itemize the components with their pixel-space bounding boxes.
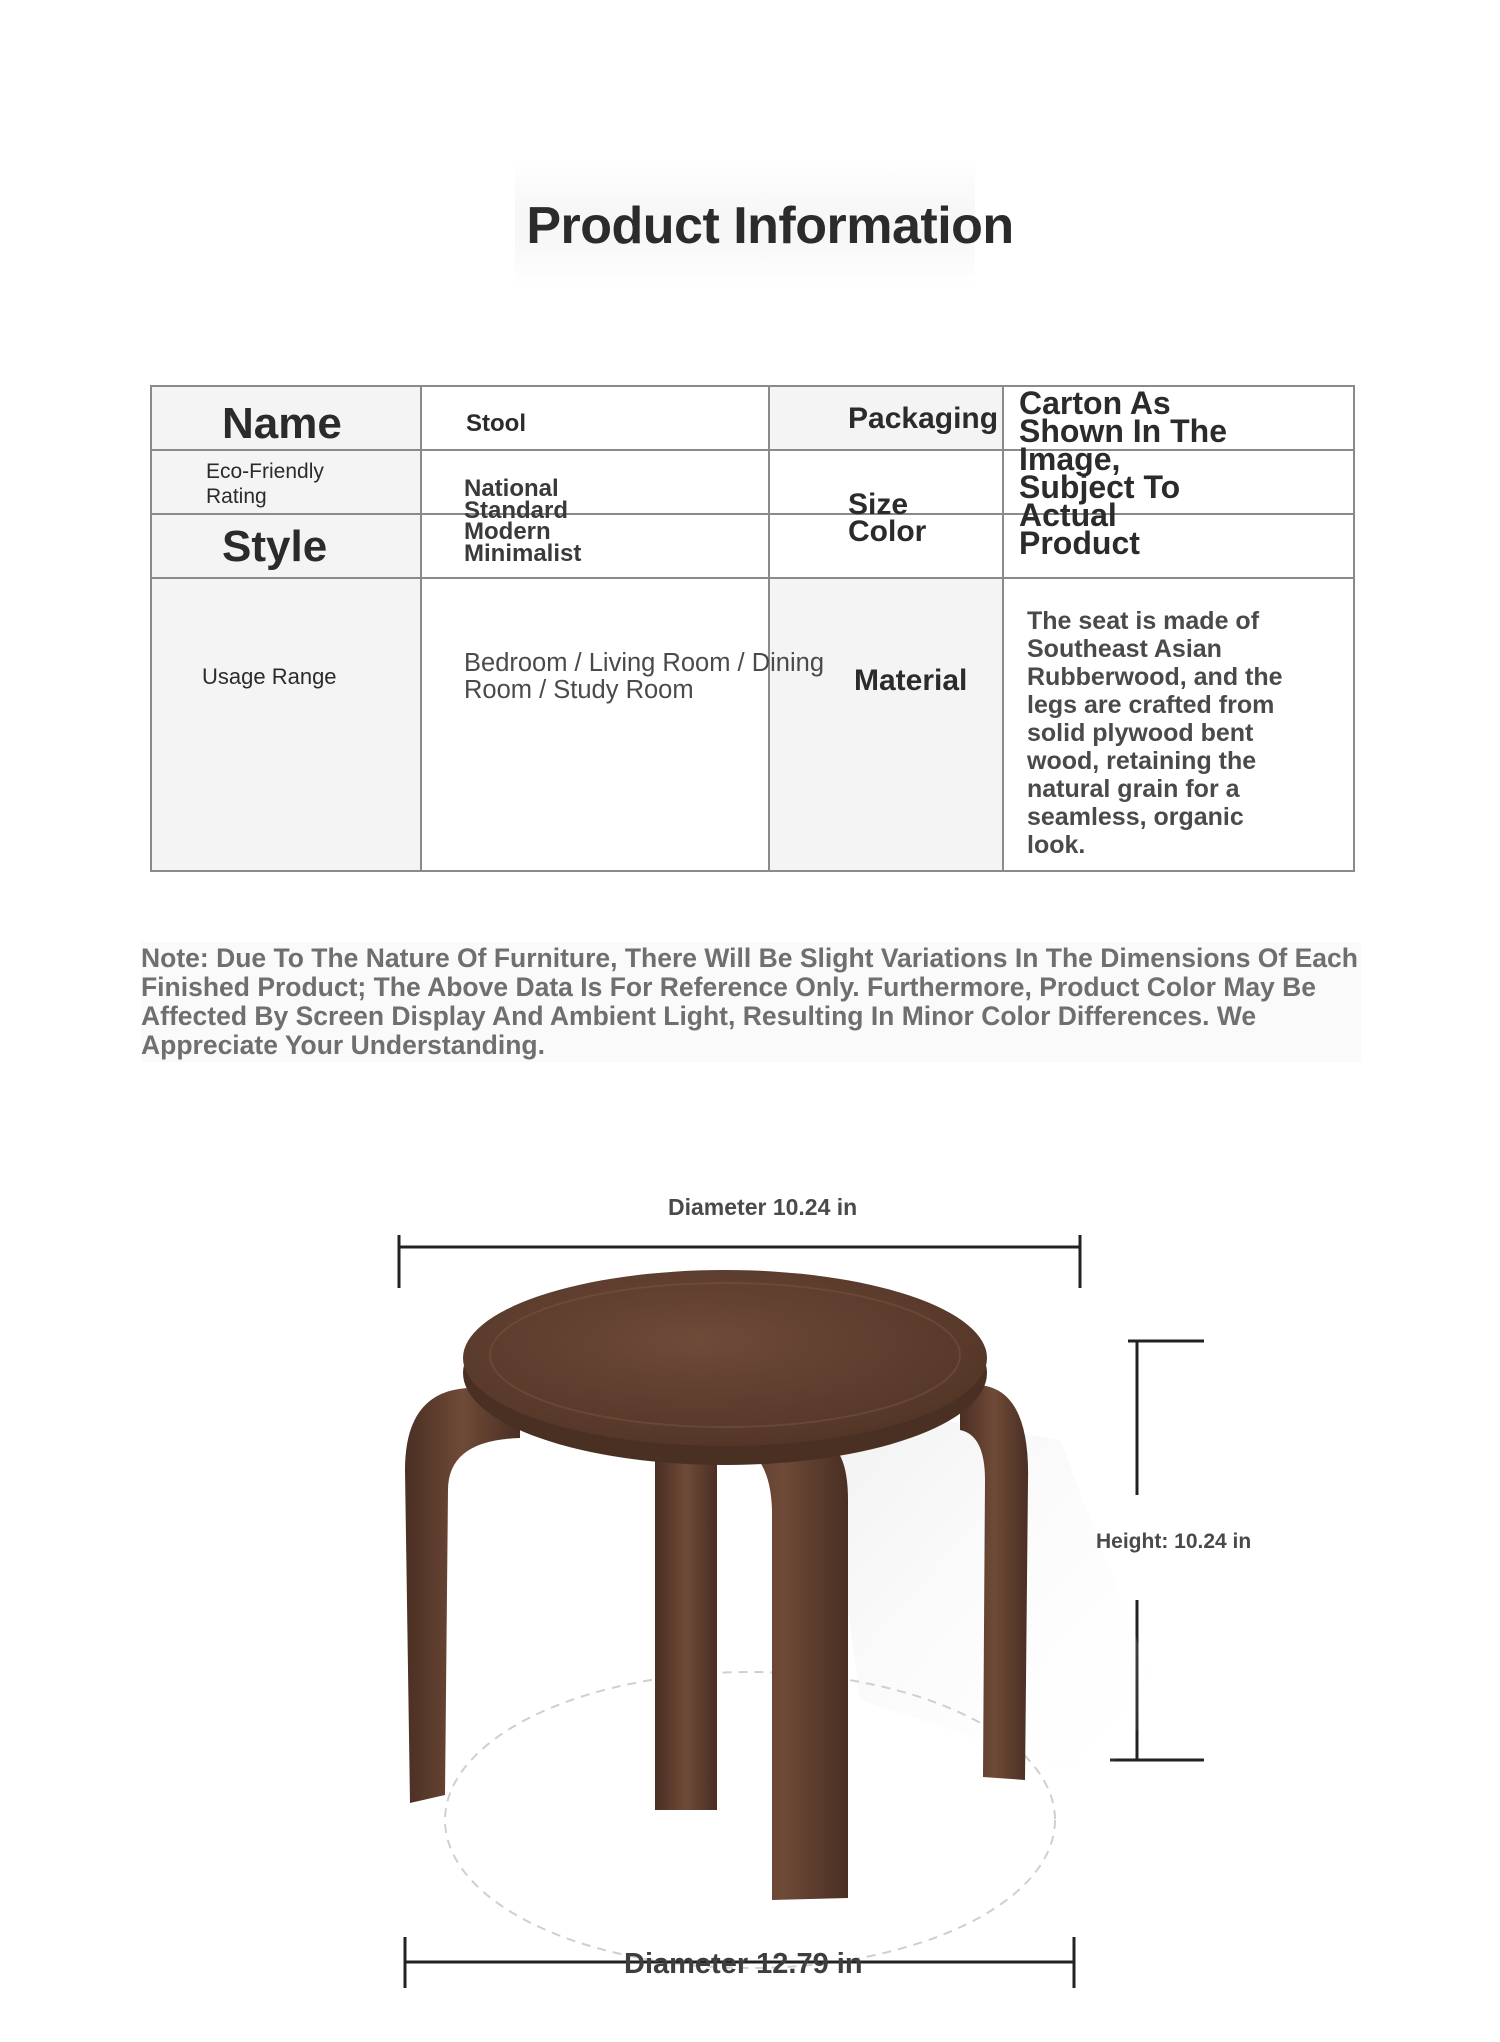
spec-table <box>150 385 1355 872</box>
packaging-label: Packaging <box>848 402 999 435</box>
eco-label: Eco-Friendly Rating <box>206 460 324 508</box>
left-leg <box>405 1388 520 1803</box>
packaging-value: Carton As Shown In The Image, Subject To Actual Product <box>1019 385 1227 561</box>
material-label: Material <box>854 664 968 697</box>
name-label: Name <box>222 399 342 448</box>
style-value: Modern Minimalist <box>464 518 582 567</box>
page-title: Product Information <box>526 197 1014 255</box>
top-diameter-label: Diameter 10.24 in <box>668 1194 858 1220</box>
front-leg <box>715 1440 848 1900</box>
stool-dimension-diagram <box>0 1140 1500 2037</box>
style-label: Style <box>222 522 328 571</box>
material-label-cell <box>768 577 1004 872</box>
name-value-cell <box>420 385 770 451</box>
seat-top <box>463 1270 987 1446</box>
usage-value: Bedroom / Living Room / Dining Room / Study Room <box>464 649 825 704</box>
name-value: Stool <box>466 410 526 437</box>
disclaimer-note: Note: Due To The Nature Of Furniture, There Will Be Slight Variations In The Dimensions Of Each Finished Product; The Above Data Is For Reference Only. Furthermore, Product Color May Be Affected By Screen Display And Ambient Light, Resulting In Minor Color Differences. We Appreciate Your Understanding. <box>141 942 1361 1062</box>
color-label: Color <box>848 515 927 548</box>
style-label-cell <box>150 513 422 579</box>
packaging-label-cell <box>768 385 1004 451</box>
material-value: The seat is made of Southeast Asian Rubberwood, and the legs are crafted from solid plywood bent wood, retaining the natural grain for a seamless, organic look. <box>1027 607 1283 859</box>
usage-label: Usage Range <box>202 664 337 689</box>
usage-label-cell <box>150 577 422 872</box>
size-label: Size <box>848 488 909 521</box>
eco-label-cell <box>150 449 422 515</box>
name-label-cell <box>150 385 422 451</box>
height-label: Height: 10.24 in <box>1096 1530 1252 1553</box>
back-leg <box>655 1430 717 1810</box>
stool-illustration <box>0 1140 1500 2037</box>
eco-value: National Standard <box>464 475 569 524</box>
bottom-diameter-label: Diameter 12.79 in <box>624 1948 863 1980</box>
usage-value-cell <box>420 577 770 872</box>
